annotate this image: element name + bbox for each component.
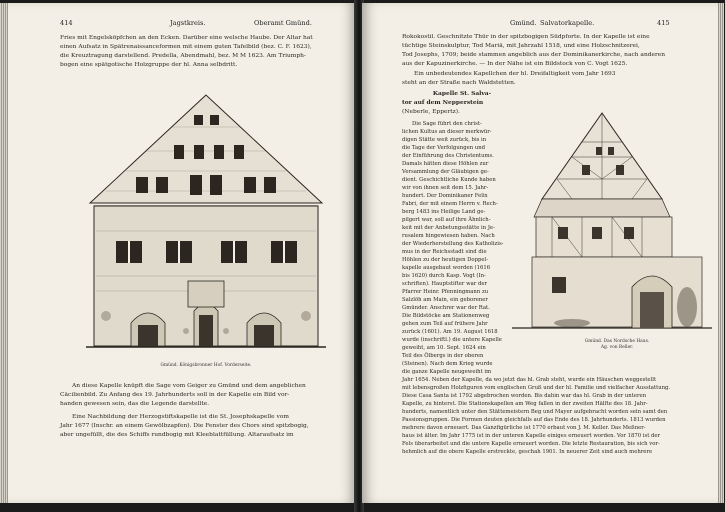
text-line: Diese Casa Santa ist 1792 abgebrochen worden. Bis dahin war das hl. Grab in der unteren — [402, 393, 647, 399]
text-line: Jahr 1677 (Inschr. an einem Gewölbzapfen). Die Fenster des Chors sind spitzbogig, — [60, 423, 309, 429]
running-head: Salvatorkapelle. — [540, 19, 595, 27]
column-line: gehen zum Teil auf frühere Jahr — [402, 321, 488, 327]
column-line: Fabri, der mit einem Herrn v. Rech- — [402, 201, 498, 207]
column-line: Jahr 1654. Neben der Kapelle, da wo jetzt das hl. Grab steht, wurde ein Häuschen weggestellt — [402, 377, 657, 383]
house-illustration — [86, 91, 326, 361]
text-line: steht an der Straße nach Waldstetten. — [402, 80, 516, 86]
column-line: Gmünder. Anschrer war der Rat. — [402, 305, 490, 311]
column-line: (Steinen). Nach dem Krieg wurde — [402, 361, 493, 367]
right-page-edge — [717, 3, 724, 503]
text-line: mit lebensgroßen Holzfiguren vom englischen Gruß und der hl. Familie und vielfacher Ausstattung. — [402, 385, 671, 391]
text-line: aus der Kapuzinerkirche. — In der Nähe ist ein Bildstock von C. Vogt 1625. — [402, 61, 628, 67]
column-line: dient. Geschichtliche Kunde haben — [402, 177, 496, 183]
column-line: Die Sage führt den christ- — [412, 121, 482, 127]
running-head: Gmünd. — [510, 19, 537, 27]
text-line: bogen eine spätgotische Holzgruppe der hl. Anna selbdritt. — [60, 62, 238, 68]
figure-caption: Gmünd. Königsbronner Hof. Vorderseite. — [160, 363, 252, 368]
text-line: die Kreuztragung darstellend. Predella, Abendmahl, bez. M M 1623. Am Triumph- — [60, 53, 306, 59]
section-heading: (Neberle, Eppertz). — [402, 109, 460, 115]
text-line: Kapelle, zu hinterst. Die Stationskapellen am Weg fallen in der zweiten Hälfte des 18. Jahr- — [402, 401, 648, 407]
text-line: Passionsgruppen. Die Formen deuten gleichfalls auf das Ende des 18. Jahrhunderts. 1813 wurden — [402, 417, 666, 423]
column-line: Versammlung der Gläubigen ge- — [402, 169, 489, 175]
column-line: rusalem hingewiesen haben. Nach — [402, 233, 495, 239]
text-line: aber ungefüllt, die des Schiffs rundbogig mit Kleeblattfüllung. Altaraufsatz im — [60, 432, 294, 438]
text-line: einen Aufsatz in Spätrenaissanceformen mit einem guten Tafelbild (bez. C. F. 1623), — [60, 44, 312, 50]
column-line: Teil des Ölbergs in der oberen — [402, 353, 484, 359]
running-head: Jagstkreis. — [170, 19, 206, 27]
text-line: Fels überarbeitet und die untere Kapelle erneuert worden. Die letzte Restauration, bis sich vor- — [402, 441, 660, 447]
running-head: Oberamt Gmünd. — [254, 19, 312, 27]
column-line: digen Stätte weit zurück, bis in — [402, 137, 487, 143]
figure-caption: Gmünd. Das Nordsche Haus. — [584, 339, 650, 344]
column-line: lichen Kultus an dieser merkwür- — [402, 129, 492, 135]
column-line: der Wiederherstellung des Katholizis- — [402, 241, 504, 247]
column-line: geweiht, am 10. Sept. 1624 ein — [402, 345, 486, 351]
column-line: kapelle ausgebaut worden (1616 — [402, 265, 491, 271]
text-line: hunderts, namentlich unter den Stättemeistern Beg und Mayer aufgebracht worden sein samt den — [402, 409, 668, 415]
column-line: schriften). Hauptstifter war der — [402, 281, 488, 287]
column-line: Salzlöh am Main, ein geborener — [402, 297, 488, 303]
column-line: pilgert war, soll auf ihre Ähnlich- — [402, 217, 491, 223]
text-line: Rokokostil. Geschnitzte Thür in der spitzbogigen Südpforte. In der Kapelle ist eine — [402, 34, 650, 40]
column-line: Höhlen zu der heutigen Doppel- — [402, 257, 489, 263]
column-line: berg 1483 ins Heilige Land ge- — [402, 209, 486, 215]
column-line: der Einführung des Christentums. — [402, 153, 494, 159]
text-line: Tod Josephs, 1709; beide stammen angeblich aus der Dominikanerkirche, nach anderen — [402, 52, 666, 58]
text-line: Eine Nachbildung der Herzogstiftskapelle ist die St. Josephskapelle vom — [72, 414, 289, 420]
column-line: Die Bildstöcke am Stationenweg — [402, 313, 490, 319]
text-line: mehrere davon erneuert. Das Ganzfigürliche ist 1770 erbaut von J. M. Keller. Das Meßner- — [402, 425, 646, 431]
text-line: Cäcilienbild. Zu Anfang des 19. Jahrhunderts soll in der Kapelle ein Bild vor- — [60, 392, 290, 398]
text-line: An diese Kapelle knüpft die Sage vom Geiger zu Gmünd und dem angeblichen — [72, 383, 306, 389]
column-line: wurde (inschriftl.) die untere Kapelle — [402, 337, 502, 343]
right-page — [362, 3, 718, 503]
figure-caption: Ag. von Beller. — [600, 345, 634, 350]
column-line: mus in der Reichsstadt sind die — [402, 249, 487, 255]
section-heading: tor auf dem Nepperstein — [402, 99, 484, 106]
text-line: tüchtige Steinskulptur, Tod Mariä, mit Jahrzahl 1518, und eine Holzschnitzerei, — [402, 43, 640, 49]
text-line: haus ist älter. Im Jahr 1775 ist in der unteren Kapelle einiges erneuert worden. Vor 1870 ist der — [402, 433, 661, 439]
column-line: Pfarrer Heinr. Pfenningmann zu — [402, 289, 489, 295]
text-line: Fries mit Engelsköpfchen an den Ecken. Darüber eine welsche Haube. Der Altar hat — [60, 35, 313, 41]
column-line: wir von ihnen seit dem 15. Jahr- — [402, 185, 489, 191]
column-line: die Tage der Verfolgungen und — [402, 145, 486, 151]
column-line: Damals hätten diese Höhlen zur — [402, 161, 489, 167]
text-line: handen gewesen sein, das die Legende darstellte. — [60, 401, 210, 407]
page-number: 414 — [60, 19, 73, 27]
column-line: die ganze Kapelle neugeweiht im — [402, 369, 492, 375]
column-line: hundert. Der Dominikaner Felix — [402, 193, 488, 199]
column-line: keit mit der Anbetungsstätte in Je- — [402, 225, 495, 231]
column-line: zurück (1601). Am 19. August 1618 — [402, 329, 498, 335]
section-heading: Kapelle St. Salva- — [432, 90, 492, 97]
column-line: bis 1620) durch Kasp. Vogt (In- — [402, 273, 486, 279]
timber-house-illustration — [512, 107, 712, 337]
text-line: hehmlich auf die obere Kapelle erstreckte, geschah 1901. In neuerer Zeit sind auch mehrere — [402, 449, 653, 455]
left-page — [8, 3, 356, 503]
text-line: Ein unbedeutendes Kapellchen der hl. Dreifaltigkeit vom Jahr 1693 — [414, 71, 616, 77]
page-number: 415 — [657, 19, 670, 27]
